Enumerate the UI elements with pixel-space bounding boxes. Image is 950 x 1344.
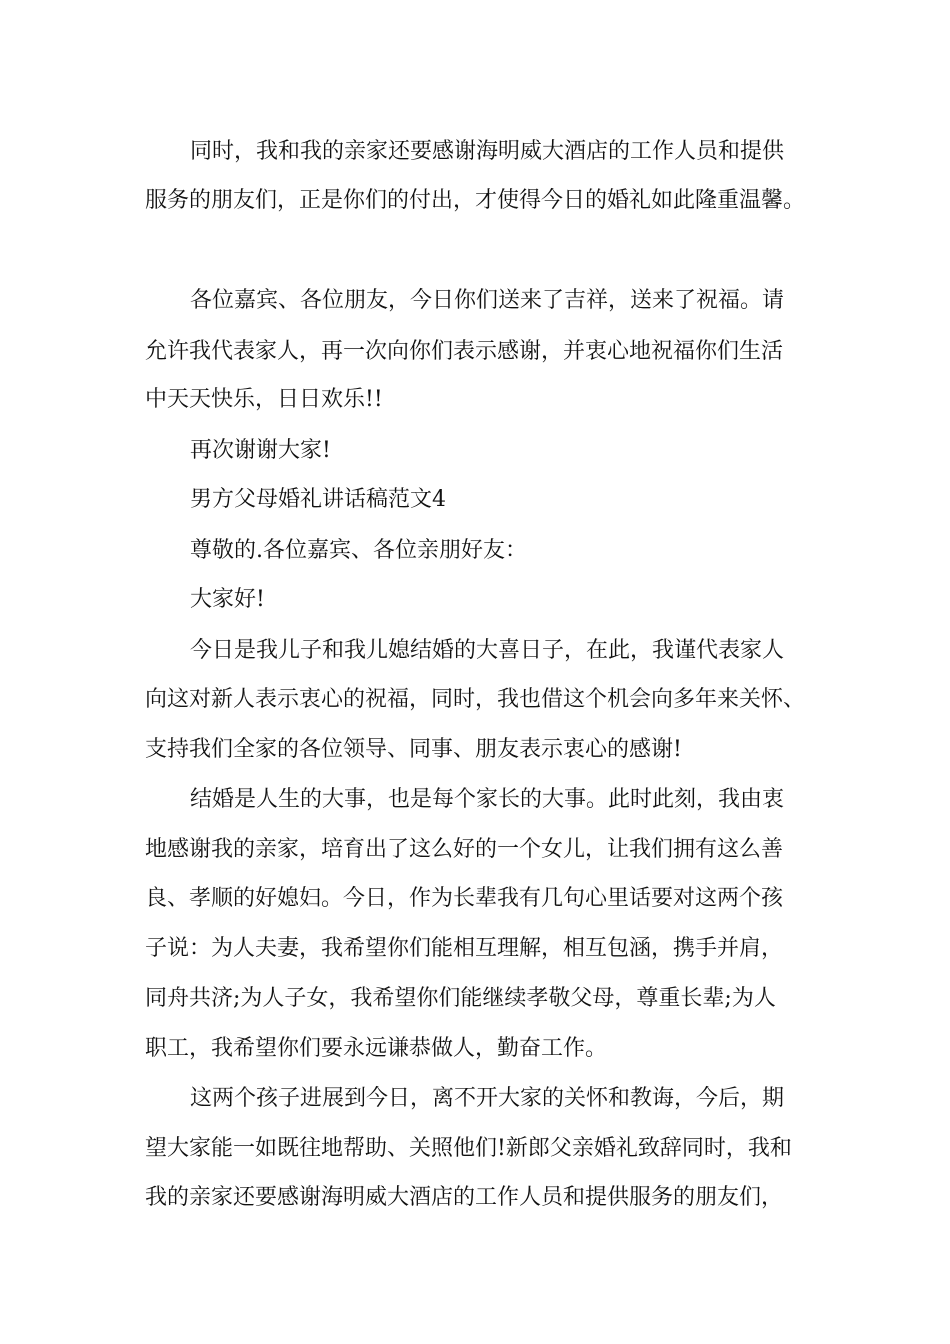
paragraph-line: 向这对新人表示衷心的祝福，同时，我也借这个机会向多年来关怀、	[145, 687, 806, 712]
paragraph-line: 各位嘉宾、各位朋友，今日你们送来了吉祥，送来了祝福。请	[190, 288, 785, 313]
paragraph-line: 望大家能一如既往地帮助、关照他们!新郎父亲婚礼致辞同时，我和	[145, 1136, 792, 1161]
paragraph-line: 服务的朋友们，正是你们的付出，才使得今日的婚礼如此隆重温馨。	[145, 188, 806, 213]
paragraph-line: 结婚是人生的大事，也是每个家长的大事。此时此刻，我由衷	[190, 787, 785, 812]
paragraph-line: 中天天快乐，日日欢乐!!	[145, 387, 383, 412]
paragraph-line: 支持我们全家的各位领导、同事、朋友表示衷心的感谢!	[145, 737, 682, 762]
paragraph-line: 子说：为人夫妻，我希望你们能相互理解，相互包涵，携手并肩，	[145, 936, 784, 961]
paragraph-line: 同舟共济;为人子女，我希望你们能继续孝敬父母，尊重长辈;为人	[145, 986, 776, 1011]
paragraph-line: 地感谢我的亲家，培育出了这么好的一个女儿，让我们拥有这么善	[145, 837, 784, 862]
paragraph-line: 同时，我和我的亲家还要感谢海明威大酒店的工作人员和提供	[190, 139, 785, 164]
paragraph-line: 良、孝顺的好媳妇。今日，作为长辈我有几句心里话要对这两个孩	[145, 886, 784, 911]
section-heading: 男方父母婚礼讲话稿范文4	[190, 487, 446, 512]
salutation-line: 尊敬的.各位嘉宾、各位亲朋好友：	[190, 538, 527, 563]
paragraph-line: 允许我代表家人，再一次向你们表示感谢，并衷心地祝福你们生活	[145, 339, 784, 364]
paragraph-line: 再次谢谢大家!	[190, 438, 331, 463]
greeting-line: 大家好!	[190, 587, 265, 612]
paragraph-line: 我的亲家还要感谢海明威大酒店的工作人员和提供服务的朋友们，	[145, 1185, 784, 1210]
paragraph-line: 这两个孩子进展到今日，离不开大家的关怀和教诲，今后，期	[190, 1086, 785, 1111]
paragraph-line: 职工，我希望你们要永远谦恭做人，勤奋工作。	[145, 1036, 608, 1061]
paragraph-line: 今日是我儿子和我儿媳结婚的大喜日子，在此，我谨代表家人	[190, 638, 785, 663]
